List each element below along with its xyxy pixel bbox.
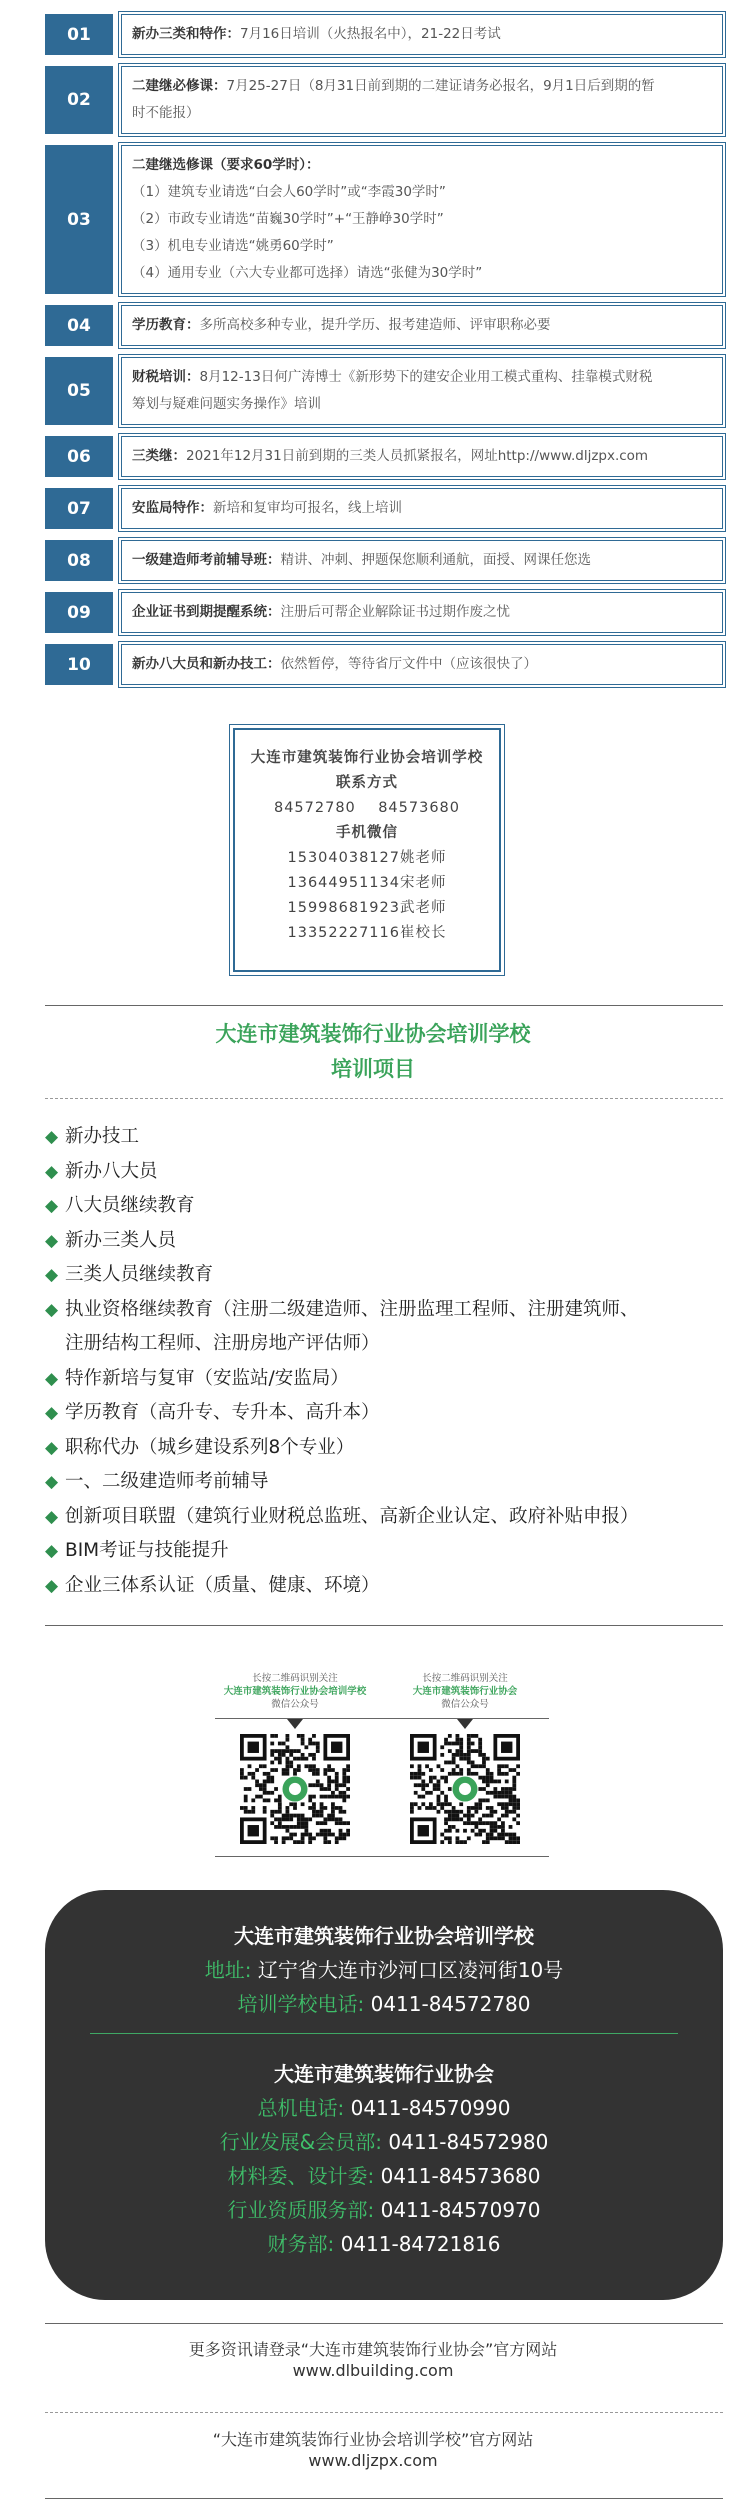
notice-number: 09	[45, 592, 113, 633]
address-label: 地址:	[204, 1958, 252, 1982]
project-item-label: 注册结构工程师、注册房地产评估师）	[65, 1333, 380, 1354]
notice-line-text: 新培和复审均可报名，线上培训	[213, 500, 402, 516]
notice-line	[132, 233, 712, 260]
row-label: 行业发展&会员部:	[219, 2130, 383, 2154]
notice-line	[132, 260, 712, 287]
card-assoc-title: 大连市建筑装饰行业协会	[274, 2062, 494, 2086]
card-row	[45, 2194, 723, 2223]
qr-top-line	[215, 1718, 549, 1719]
row-label: 总机电话:	[257, 2096, 345, 2120]
divider	[45, 1005, 723, 1006]
diamond-icon: ◆	[45, 1299, 59, 1320]
notice-line-heading: 安监局特作：	[132, 500, 213, 516]
notice-text-box	[121, 644, 723, 685]
projects-list	[45, 1120, 725, 1603]
notice-line-text: 依然暂停，等待省厅文件中（应该很快了）	[280, 656, 537, 672]
divider	[45, 2498, 723, 2499]
row-value: 0411-84570970	[380, 2198, 541, 2222]
project-item	[45, 1293, 725, 1328]
notice-row	[45, 592, 723, 633]
notice-line-text: 多所高校多种专业，提升学历、报考建造师、评审职称必要	[199, 317, 551, 333]
notice-text-box	[121, 14, 723, 55]
card-school-tel	[45, 1988, 723, 2017]
notice-row	[45, 488, 723, 529]
diamond-icon: ◆	[45, 1472, 59, 1492]
project-item-label: 一、二级建造师考前辅导	[65, 1471, 269, 1492]
card-row	[45, 2126, 723, 2155]
notice-text-box	[121, 66, 723, 134]
notice-line-text: 2021年12月31日前到期的三类人员抓紧报名，网址http://www.dljzpx.com	[186, 448, 649, 464]
notice-line-text: 8月12-13日何广涛博士《新形势下的建安企业用工模式重构、挂靠模式财税	[199, 369, 653, 385]
contact-box	[233, 728, 501, 972]
row-label: 材料委、设计委:	[227, 2164, 375, 2188]
project-item	[45, 1120, 725, 1155]
project-item-label: 创新项目联盟（建筑行业财税总监班、高新企业认定、政府补贴申报）	[65, 1505, 639, 1527]
wechat-item: 13352227116崔校长	[287, 925, 447, 941]
notice-row	[45, 540, 723, 581]
notice-line-heading: 二建继必修课：	[132, 78, 227, 94]
dashed-divider	[45, 2412, 723, 2413]
project-item-label: 新办三类人员	[65, 1229, 177, 1251]
qr-caption-right	[385, 1672, 545, 1711]
card-school-title: 大连市建筑装饰行业协会培训学校	[234, 1924, 534, 1948]
footer-line-1: 更多资讯请登录“大连市建筑装饰行业协会”官方网站	[188, 2340, 558, 2359]
arrow-down-icon	[457, 1719, 473, 1729]
wechat-item: 15304038127姚老师	[287, 850, 447, 866]
notice-line	[132, 599, 712, 626]
tel-value: 0411-84572780	[370, 1992, 531, 2016]
project-item-label: 新办技工	[65, 1126, 140, 1147]
row-value: 0411-84573680	[380, 2164, 541, 2188]
notice-line	[132, 364, 712, 391]
notice-line	[132, 179, 712, 206]
project-item-label: 企业三体系认证（质量、健康、环境）	[65, 1574, 380, 1596]
notice-line-text: （4）通用专业（六大专业都可选择）请选“张健为30学时”	[132, 265, 483, 281]
notice-number: 10	[45, 644, 113, 685]
footer-url-1[interactable]: www.dlbuilding.com	[292, 2361, 454, 2380]
notice-line-heading: 学历教育：	[132, 317, 200, 333]
row-value: 0411-84721816	[340, 2232, 501, 2256]
notice-line	[132, 73, 712, 100]
project-item-label: 三类人员继续教育	[65, 1264, 214, 1285]
diamond-icon: ◆	[45, 1265, 59, 1285]
notice-line	[132, 152, 712, 179]
notice-text-box	[121, 436, 723, 477]
notice-line-heading: 三类继：	[132, 448, 186, 464]
row-value: 0411-84570990	[350, 2096, 511, 2120]
arrow-down-icon	[287, 1719, 303, 1729]
diamond-icon: ◆	[45, 1368, 59, 1389]
notice-number: 06	[45, 436, 113, 477]
qr-bottom-line	[215, 1856, 549, 1857]
card-row	[45, 2228, 723, 2257]
diamond-icon: ◆	[45, 1403, 59, 1423]
project-item	[45, 1362, 725, 1397]
notice-line-heading: 财税培训：	[132, 369, 200, 385]
notice-line-text: 时不能报）	[132, 105, 200, 121]
notice-number: 08	[45, 540, 113, 581]
notice-number: 07	[45, 488, 113, 529]
diamond-icon	[45, 1327, 65, 1362]
project-item-label: 新办八大员	[65, 1160, 158, 1182]
contact-phones: 84572780 84573680	[273, 800, 461, 816]
tel-label: 培训学校电话:	[237, 1992, 365, 2016]
footer-line-2: “大连市建筑装饰行业协会培训学校”官方网站	[212, 2430, 534, 2449]
wechat-item: 15998681923武老师	[287, 900, 447, 916]
notice-line	[132, 443, 712, 470]
notice-line-text: 7月16日培训（火热报名中），21-22日考试	[240, 26, 501, 42]
notice-number: 02	[45, 66, 113, 134]
info-card	[45, 1890, 723, 2300]
notice-line-heading: 企业证书到期提醒系统：	[132, 604, 281, 620]
notice-line-heading: 新办八大员和新办技工：	[132, 656, 281, 672]
diamond-icon: ◆	[45, 1575, 59, 1596]
card-address	[45, 1954, 723, 1983]
notice-line	[132, 100, 712, 127]
notice-line-text: 7月25-27日（8月31日前到期的二建证请务必报名，9月1日后到期的暂	[226, 78, 655, 94]
notice-text-box	[121, 592, 723, 633]
notice-number: 03	[45, 145, 113, 294]
card-divider	[90, 2033, 678, 2034]
notice-line-text: （2）市政专业请选“苗巍30学时”+“王静峥30学时”	[132, 211, 444, 227]
project-item	[45, 1431, 725, 1466]
card-row	[45, 2092, 723, 2121]
project-item	[45, 1189, 725, 1224]
notice-line-heading: 一级建造师考前辅导班：	[132, 552, 281, 568]
notice-text-box	[121, 357, 723, 425]
notice-line	[132, 312, 712, 339]
project-item-label: 特作新培与复审（安监站/安监局）	[65, 1367, 349, 1389]
notice-list	[45, 14, 723, 696]
diamond-icon: ◆	[45, 1506, 59, 1527]
wechat-label: 手机微信	[336, 825, 398, 841]
diamond-icon: ◆	[45, 1161, 59, 1182]
qr-caption-line: 长按二维码识别关注	[252, 1673, 338, 1684]
project-item	[45, 1224, 725, 1259]
notice-row	[45, 357, 723, 425]
notice-line	[132, 21, 712, 48]
row-label: 行业资质服务部:	[227, 2198, 375, 2222]
notice-line-text: 筹划与疑难问题实务操作》培训	[132, 396, 321, 412]
diamond-icon: ◆	[45, 1437, 59, 1458]
project-item-label: 八大员继续教育	[65, 1195, 195, 1216]
address-value: 辽宁省大连市沙河口区凌河街10号	[257, 1958, 564, 1982]
qr-caption-line: 大连市建筑装饰行业协会	[412, 1686, 518, 1697]
qr-caption-line: 微信公众号	[271, 1699, 319, 1710]
diamond-icon: ◆	[45, 1230, 59, 1251]
notice-row	[45, 66, 723, 134]
notice-number: 04	[45, 305, 113, 346]
project-item	[45, 1465, 725, 1500]
notice-line	[132, 547, 712, 574]
notice-row	[45, 14, 723, 55]
row-value: 0411-84572980	[388, 2130, 549, 2154]
project-item	[45, 1258, 725, 1293]
notice-row	[45, 305, 723, 346]
notice-line	[132, 651, 712, 678]
project-item	[45, 1155, 725, 1190]
notice-number: 01	[45, 14, 113, 55]
divider	[45, 1625, 723, 1626]
projects-title: 大连市建筑装饰行业协会培训学校	[215, 1022, 531, 1046]
divider	[45, 2323, 723, 2324]
project-item-label: 执业资格继续教育（注册二级建造师、注册监理工程师、注册建筑师、	[65, 1298, 639, 1320]
qr-code-icon[interactable]	[240, 1734, 350, 1844]
notice-line-text: （1）建筑专业请选“白会人60学时”或“李霞30学时”	[132, 184, 446, 200]
notice-row	[45, 436, 723, 477]
project-item-label: 学历教育（高升专、专升本、高升本）	[65, 1402, 380, 1423]
notice-number: 05	[45, 357, 113, 425]
notice-row	[45, 145, 723, 294]
notice-line	[132, 495, 712, 522]
diamond-icon: ◆	[45, 1541, 59, 1561]
notice-text-box	[121, 305, 723, 346]
qr-caption-line: 大连市建筑装饰行业协会培训学校	[223, 1686, 367, 1697]
notice-line-text: （3）机电专业请选“姚勇60学时”	[132, 238, 334, 254]
notice-line	[132, 206, 712, 233]
notice-text-box	[121, 488, 723, 529]
project-item-label: BIM考证与技能提升	[65, 1540, 229, 1561]
project-item	[45, 1569, 725, 1604]
notice-text-box	[121, 540, 723, 581]
footer-url-2[interactable]: www.dljzpx.com	[308, 2451, 438, 2470]
diamond-icon: ◆	[45, 1196, 59, 1216]
qr-section	[215, 1664, 549, 1864]
notice-line-heading: 二建继选修课（要求60学时）：	[132, 157, 320, 173]
notice-text-box	[121, 145, 723, 294]
qr-caption-left	[215, 1672, 375, 1711]
qr-caption-line: 长按二维码识别关注	[422, 1673, 508, 1684]
project-item	[45, 1327, 725, 1362]
qr-code-icon[interactable]	[410, 1734, 520, 1844]
dashed-divider	[45, 1098, 723, 1099]
wechat-item: 13644951134宋老师	[287, 875, 447, 891]
notice-line-heading: 新办三类和特作：	[132, 26, 240, 42]
contact-school-name: 大连市建筑装饰行业协会培训学校	[250, 750, 484, 766]
notice-line-text: 注册后可帮企业解除证书过期作废之忧	[280, 604, 510, 620]
card-row	[45, 2160, 723, 2189]
project-item	[45, 1500, 725, 1535]
contact-label: 联系方式	[336, 775, 398, 791]
row-label: 财务部:	[267, 2232, 335, 2256]
project-item	[45, 1396, 725, 1431]
project-item	[45, 1534, 725, 1569]
notice-line-text: 精讲、冲刺、押题保您顺利通航，面授、网课任您选	[280, 552, 591, 568]
notice-line	[132, 391, 712, 418]
notice-row	[45, 644, 723, 685]
project-item-label: 职称代办（城乡建设系列8个专业）	[65, 1436, 355, 1458]
diamond-icon: ◆	[45, 1127, 59, 1147]
projects-subtitle: 培训项目	[331, 1057, 415, 1081]
qr-caption-line: 微信公众号	[441, 1699, 489, 1710]
